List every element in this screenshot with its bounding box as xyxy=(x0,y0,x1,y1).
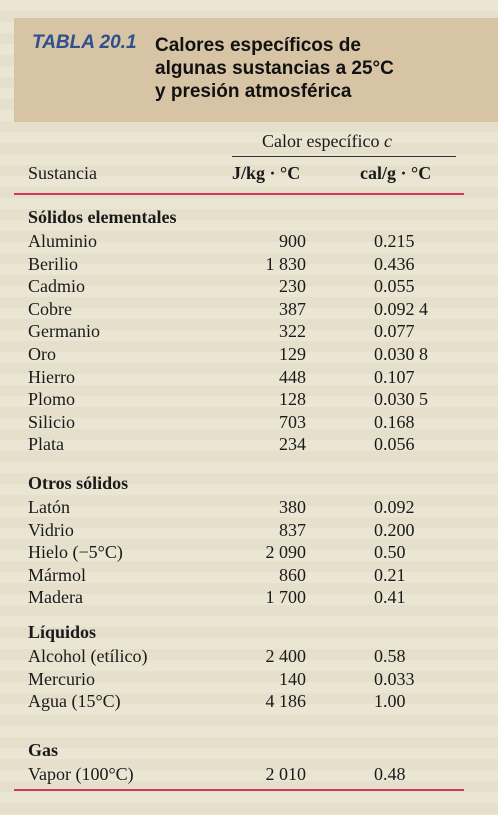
table-row xyxy=(0,344,498,366)
table-row xyxy=(0,587,498,609)
section-title: Líquidos xyxy=(28,622,97,642)
substance-name: Hielo (−5°C) xyxy=(28,542,123,563)
substance-name: Aluminio xyxy=(28,231,98,251)
table-row xyxy=(0,231,498,253)
value-cal-per-g: 0.200 xyxy=(374,519,415,540)
value-j-per-kg: 837 xyxy=(279,519,306,540)
title-line-1: Calores específicos de xyxy=(155,35,361,56)
table-row xyxy=(0,254,498,276)
value-j-per-kg: 4 186 xyxy=(265,691,306,712)
substance-name: Oro xyxy=(28,344,56,364)
value-cal-per-g: 0.033 xyxy=(374,668,415,689)
value-j-per-kg: 387 xyxy=(279,298,306,319)
value-j-per-kg: 1 700 xyxy=(265,587,306,608)
table-row xyxy=(0,691,498,713)
substance-name: Alcohol (etílico) xyxy=(28,646,148,666)
title-line-3: y presión atmosférica xyxy=(155,81,352,102)
value-j-per-kg: 129 xyxy=(279,344,306,364)
table-row xyxy=(0,434,498,456)
value-j-per-kg: 140 xyxy=(279,668,306,689)
value-j-per-kg: 2 010 xyxy=(265,764,306,784)
value-cal-per-g: 0.168 xyxy=(374,411,415,432)
column-header-cal-per-g: cal/g · °C xyxy=(360,163,432,183)
substance-name: Mercurio xyxy=(28,668,95,689)
column-header-substance: Sustancia xyxy=(28,163,97,183)
substance-name: Cadmio xyxy=(28,276,85,297)
value-j-per-kg: 860 xyxy=(279,564,306,585)
value-cal-per-g: 0.48 xyxy=(374,764,406,784)
section-title: Sólidos elementales xyxy=(28,207,177,227)
value-j-per-kg: 230 xyxy=(279,276,306,297)
table-row xyxy=(0,389,498,411)
section-title: Otros sólidos xyxy=(28,473,129,493)
value-j-per-kg: 2 090 xyxy=(265,542,306,563)
table-row xyxy=(0,565,498,587)
value-j-per-kg: 234 xyxy=(279,434,306,455)
value-cal-per-g: 0.107 xyxy=(374,366,415,387)
column-group-symbol: c xyxy=(383,131,392,151)
substance-name: Mármol xyxy=(28,564,86,585)
header-rule xyxy=(14,193,464,195)
substance-name: Plomo xyxy=(28,389,76,410)
value-cal-per-g: 0.030 5 xyxy=(374,389,428,410)
value-cal-per-g: 0.436 xyxy=(374,253,415,274)
table-row xyxy=(0,520,498,542)
title-line-2: algunas sustancias a 25°C xyxy=(155,58,394,79)
table-row xyxy=(0,669,498,691)
value-cal-per-g: 1.00 xyxy=(374,691,406,712)
value-j-per-kg: 900 xyxy=(279,231,306,251)
column-header-j-per-kg: J/kg · °C xyxy=(232,163,301,183)
value-cal-per-g: 0.215 xyxy=(374,231,415,251)
substance-name: Germanio xyxy=(28,321,100,342)
table-label: TABLA 20.1 xyxy=(32,32,137,53)
value-j-per-kg: 128 xyxy=(279,389,306,410)
substance-name: Plata xyxy=(28,434,64,455)
value-cal-per-g: 0.055 xyxy=(374,276,415,297)
table-row xyxy=(0,646,498,668)
table-row xyxy=(0,542,498,564)
value-j-per-kg: 703 xyxy=(279,411,306,432)
table-row xyxy=(0,299,498,321)
table-row xyxy=(0,276,498,298)
value-cal-per-g: 0.030 8 xyxy=(374,344,428,364)
substance-name: Cobre xyxy=(28,298,72,319)
table-row xyxy=(0,321,498,343)
value-j-per-kg: 322 xyxy=(279,321,306,342)
substance-name: Hierro xyxy=(28,366,75,387)
value-cal-per-g: 0.077 xyxy=(374,321,415,342)
section-title: Gas xyxy=(28,740,59,760)
table-title xyxy=(155,34,455,103)
value-j-per-kg: 448 xyxy=(279,366,306,387)
substance-name: Latón xyxy=(28,497,70,517)
substance-name: Agua (15°C) xyxy=(28,691,121,712)
value-cal-per-g: 0.50 xyxy=(374,542,406,563)
column-group-header xyxy=(262,131,392,152)
value-cal-per-g: 0.58 xyxy=(374,646,406,666)
substance-name: Vidrio xyxy=(28,519,74,540)
value-cal-per-g: 0.056 xyxy=(374,434,415,455)
value-cal-per-g: 0.41 xyxy=(374,587,406,608)
value-cal-per-g: 0.092 xyxy=(374,497,415,517)
substance-name: Madera xyxy=(28,587,83,608)
table-row xyxy=(0,367,498,389)
column-group-rule xyxy=(232,156,456,157)
value-j-per-kg: 2 400 xyxy=(265,646,306,666)
substance-name: Vapor (100°C) xyxy=(28,764,134,784)
value-j-per-kg: 1 830 xyxy=(265,253,306,274)
table-row xyxy=(0,764,498,786)
value-cal-per-g: 0.21 xyxy=(374,564,406,585)
table-row xyxy=(0,497,498,519)
substance-name: Berilio xyxy=(28,253,78,274)
value-cal-per-g: 0.092 4 xyxy=(374,298,428,319)
substance-name: Silicio xyxy=(28,411,76,432)
footer-rule xyxy=(14,789,464,791)
table-header xyxy=(14,18,498,122)
table-row xyxy=(0,412,498,434)
value-j-per-kg: 380 xyxy=(279,497,306,517)
column-group-text: Calor específico xyxy=(262,131,384,151)
